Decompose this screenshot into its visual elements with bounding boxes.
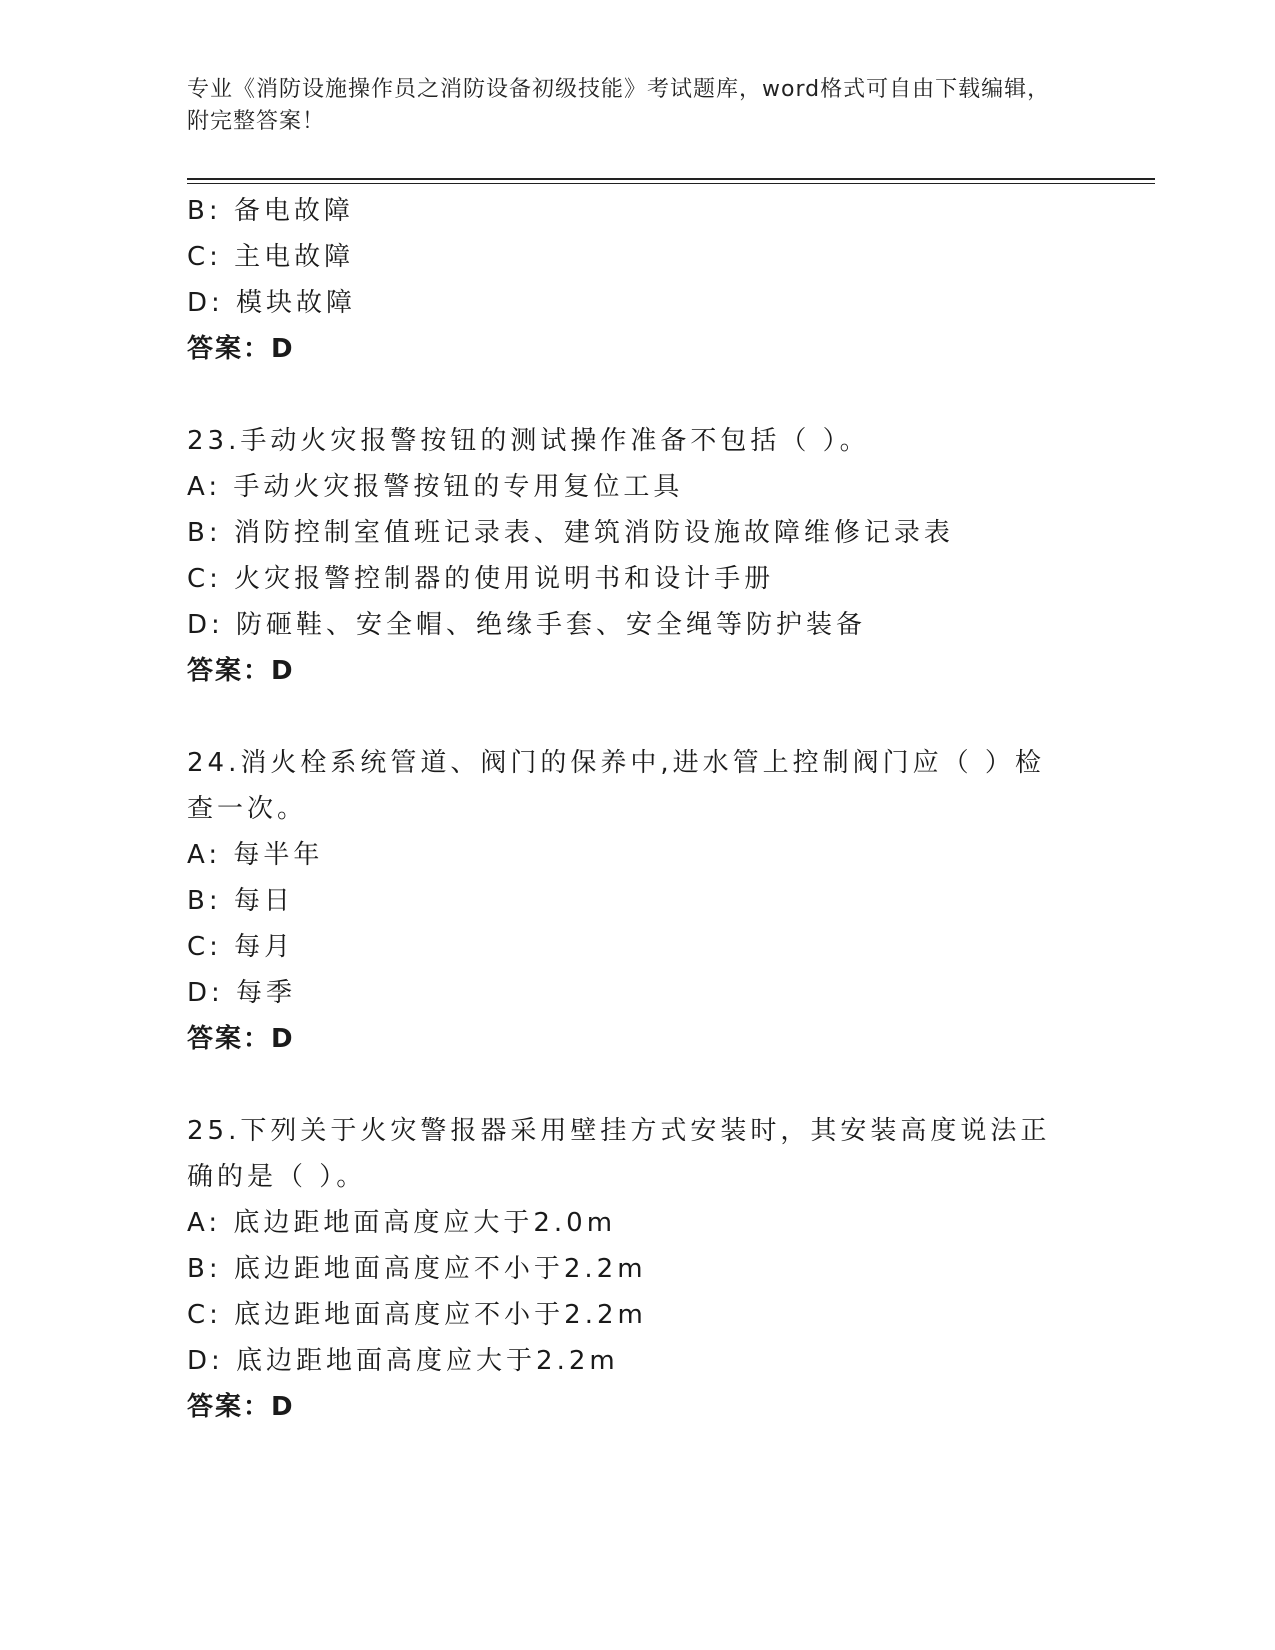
option-b: B: 消防控制室值班记录表、建筑消防设施故障维修记录表 — [187, 518, 954, 548]
option-d: D: 每季 — [187, 978, 297, 1008]
answer-line: 答案：D — [187, 1024, 295, 1054]
option-a: A: 底边距地面高度应大于2.0m — [187, 1208, 617, 1238]
question-stem: 24.消火栓系统管道、阀门的保养中,进水管上控制阀门应（ ）检查一次。 — [187, 748, 1045, 824]
question-24 — [187, 740, 1087, 1062]
option-b: B: 底边距地面高度应不小于2.2m — [187, 1254, 647, 1284]
option-d: D: 模块故障 — [187, 288, 357, 318]
option-c: C: 主电故障 — [187, 242, 355, 272]
option-a: A: 每半年 — [187, 840, 324, 870]
question-23 — [187, 418, 1087, 694]
header-rule-thin — [187, 183, 1155, 184]
option-a: A: 手动火灾报警按钮的专用复位工具 — [187, 472, 684, 502]
question-stem: 25.下列关于火灾警报器采用壁挂方式安装时，其安装高度说法正确的是（ ）。 — [187, 1116, 1051, 1192]
option-b: B: 备电故障 — [187, 196, 354, 226]
question-25 — [187, 1108, 1087, 1430]
option-c: C: 底边距地面高度应不小于2.2m — [187, 1300, 647, 1330]
option-c: C: 每月 — [187, 932, 295, 962]
document-header: 专业《消防设施操作员之消防设备初级技能》考试题库，word格式可自由下载编辑，附完整答案！ — [187, 77, 1051, 134]
prev-question — [187, 188, 1087, 372]
answer-line: 答案：D — [187, 656, 295, 686]
question-stem: 23.手动火灾报警按钮的测试操作准备不包括（ ）。 — [187, 426, 870, 456]
spacer — [187, 694, 1087, 740]
option-c: C: 火灾报警控制器的使用说明书和设计手册 — [187, 564, 775, 594]
option-d: D: 防砸鞋、安全帽、绝缘手套、安全绳等防护装备 — [187, 610, 867, 640]
option-b: B: 每日 — [187, 886, 294, 916]
spacer — [187, 372, 1087, 418]
option-d: D: 底边距地面高度应大于2.2m — [187, 1346, 619, 1376]
answer-line: 答案：D — [187, 334, 295, 364]
question-content — [187, 188, 1087, 1430]
header-rule-thick — [187, 178, 1155, 180]
answer-line: 答案：D — [187, 1392, 295, 1422]
spacer — [187, 1062, 1087, 1108]
